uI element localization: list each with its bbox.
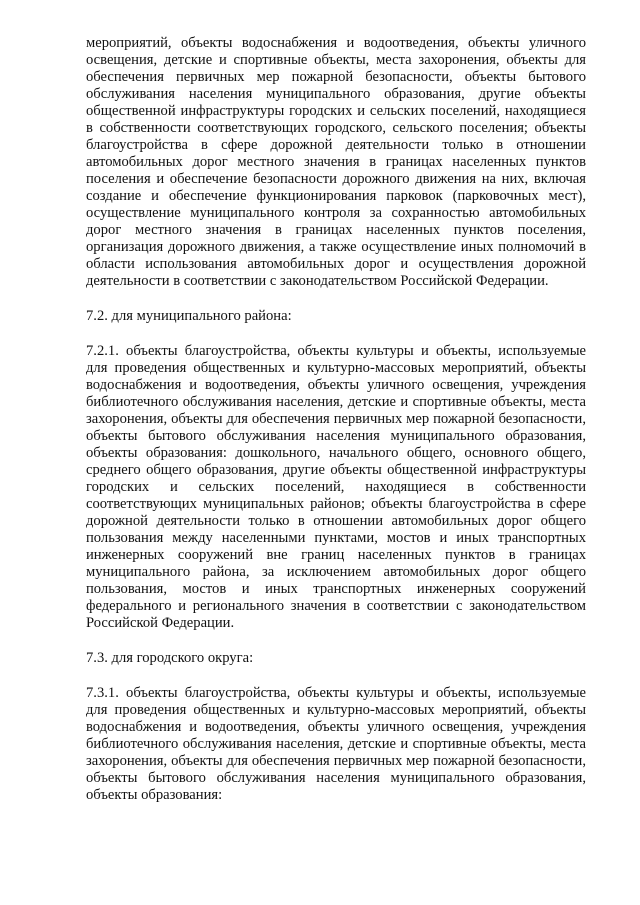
spacer bbox=[86, 290, 586, 308]
spacer bbox=[86, 632, 586, 650]
paragraph-intro: мероприятий, объекты водоснабжения и водоотведения, объекты уличного освещения, детские и спортивные объекты, места захоронения, объекты для обеспечения первичных мер пожарной безопасности, объекты бытового обслуживания населения муниципального образования, другие объекты общественной инфраструктуры городских и сельских поселений, находящиеся в собственности соответствующих городского, сельского поселения; объекты благоустройства в сфере дорожной деятельности только в отношении автомобильных дорог местного значения в границах населенных пунктов поселения и обеспечение безопасности дорожного движения на них, включая создание и обеспечение функционирования парковок (парковочных мест), осуществление муниципального контроля за сохранностью автомобильных дорог местного значения в границах населенных пунктов поселения, организация дорожного движения, а также осуществление иных полномочий в области использования автомобильных дорог и осуществления дорожной деятельности в соответствии с законодательством Российской Федерации. bbox=[86, 35, 586, 289]
heading-7-2: 7.2. для муниципального района: bbox=[86, 308, 292, 324]
spacer bbox=[86, 667, 586, 685]
paragraph-7-2-1: 7.2.1. объекты благоустройства, объекты культуры и объекты, используемые для проведения общественных и культурно-массовых мероприятий, объекты водоснабжения и водоотведения, объекты уличного освещения, учреждения библиотечного обслуживания населения, детские и спортивные объекты, места захоронения, объекты для обеспечения первичных мер пожарной безопасности, объекты бытового обслуживания населения муниципального образования, объекты образования: дошкольного, начального общего, основного общего, среднего общего образования, другие объекты общественной инфраструктуры городских и сельских поселений, находящиеся в собственности соответствующих муниципальных районов; объекты благоустройства в сфере дорожной деятельности только в отношении автомобильных дорог общего пользования между населенными пунктами, мостов и иных транспортных инженерных сооружений вне границ населенных пунктов в границах муниципального района, за исключением автомобильных дорог общего пользования, мостов и иных транспортных инженерных сооружений федерального и регионального значения в соответствии с законодательством Российской Федерации. bbox=[86, 343, 586, 631]
spacer bbox=[86, 325, 586, 343]
heading-7-3: 7.3. для городского округа: bbox=[86, 650, 254, 666]
paragraph-7-3-1: 7.3.1. объекты благоустройства, объекты культуры и объекты, используемые для проведения общественных и культурно-массовых мероприятий, объекты водоснабжения и водоотведения, объекты уличного освещения, учреждения библиотечного обслуживания населения, детские и спортивные объекты, места захоронения, объекты для обеспечения первичных мер пожарной безопасности, объекты бытового обслуживания населения муниципального образования, объекты образования: bbox=[86, 685, 586, 803]
